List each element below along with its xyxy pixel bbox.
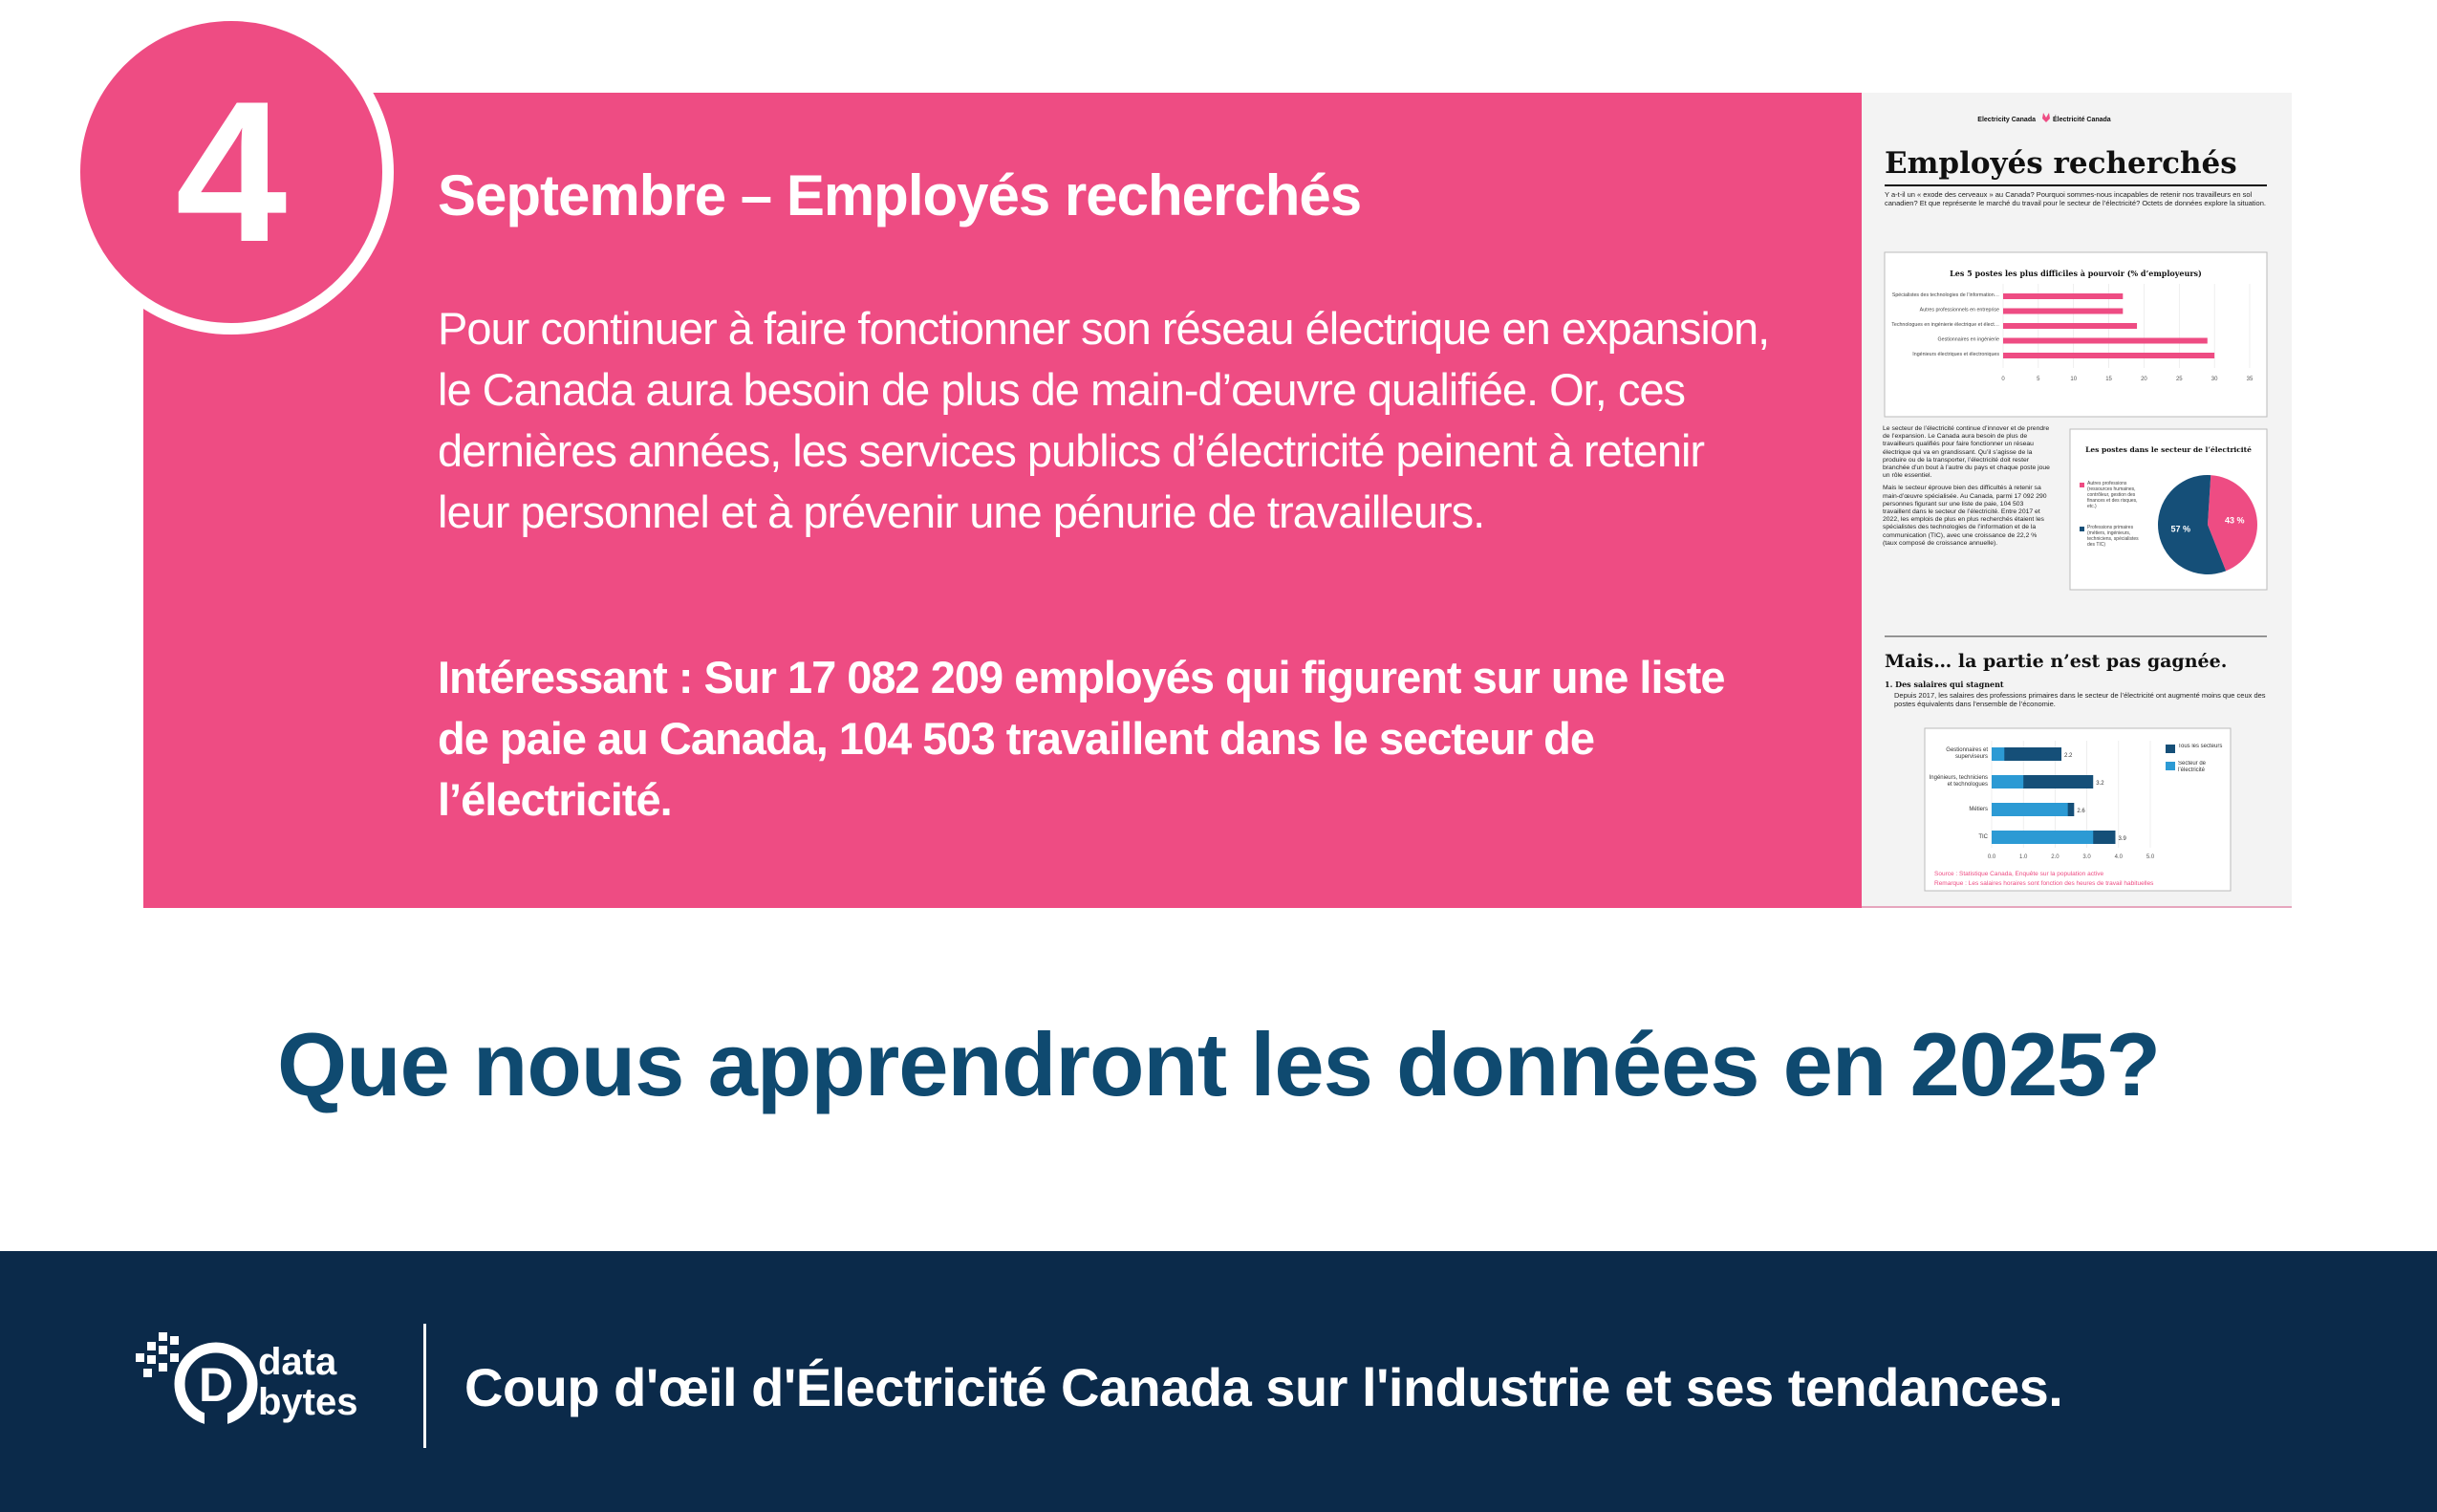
chart3-bar-electricity <box>1992 803 2068 816</box>
chart1-category-label: Spécialistes des technologies de l’information… <box>1891 292 1999 298</box>
section2-title: Mais… la partie n’est pas gagnée. <box>1885 651 2228 672</box>
chart3-tick-label: 3.0 <box>2082 854 2091 860</box>
chart1-tick-label: 25 <box>2175 377 2183 382</box>
chart3-bar-electricity <box>1992 831 2093 844</box>
chart2-title: Les postes dans le secteur de l’électricité <box>2085 445 2252 454</box>
pixel-dots-icon <box>136 1332 179 1377</box>
chart1-bar <box>2003 293 2123 299</box>
footer-bar <box>0 1251 2437 1512</box>
step-number-badge <box>69 10 394 335</box>
chart3-tick-label: 5.0 <box>2146 854 2155 860</box>
chart1-title: Les 5 postes les plus difficiles à pourvoir (% d’employeurs) <box>1950 269 2202 278</box>
chart3-value-label: 2.6 <box>2077 809 2085 814</box>
card-body: Pour continuer à faire fonctionner son réseau électrique en expansion, le Canada aura besoin de plus de main-d’œuvre qualifiée. Or, ces dernières années, les services publics d’électricité peinent à retenir leur personnel et à prévenir une pénurie de travailleurs. <box>438 303 1770 537</box>
chart2-legend-label: Autres professions (ressources humaines, contrôleur, gestion des finances et des risques, etc.) <box>2087 481 2138 509</box>
chart3-source: Source : Statistique Canada, Enquête sur la population active <box>1934 871 2104 877</box>
chart2-legend-swatch <box>2080 483 2084 487</box>
chart1-tick-label: 30 <box>2211 377 2218 382</box>
chart2-slice-label: 43 % <box>2224 515 2245 526</box>
chart3-legend-label: Secteur de l’électricité <box>2178 761 2207 773</box>
chart1-tick-label: 5 <box>2037 377 2040 382</box>
electricity-canada-logo <box>1977 113 2111 123</box>
chart1-tick-label: 15 <box>2105 377 2112 382</box>
chart1-tick-label: 0 <box>2001 377 2005 382</box>
chart1-bar <box>2003 309 2123 314</box>
step-number: 4 <box>175 59 288 284</box>
chart1-category-label: Autres professionnels en entreprise <box>1919 307 1999 313</box>
title-rule <box>1885 184 2267 186</box>
chart3-bar-electricity <box>1992 747 2004 761</box>
chart3-legend-label: Tous les secteurs <box>2178 744 2223 749</box>
chart1-tick-label: 10 <box>2070 377 2078 382</box>
logo-word-data: data <box>258 1341 337 1383</box>
maple-leaf-icon <box>2042 113 2050 122</box>
card-highlight: Intéressant : Sur 17 082 209 employés qui figurent sur une liste de paie au Canada, 104 503 travaillent dans le secteur de l’électricité. <box>438 652 1725 825</box>
card-title: Septembre – Employés recherchés <box>438 163 1362 227</box>
chart1-category-label: Technologues en ingénierie électrique et élect… <box>1891 322 1999 328</box>
chart1-category-label: Ingénieurs électriques et électroniques <box>1912 352 1999 357</box>
closing-question: Que nous apprendront les données en 2025? <box>277 1014 2160 1114</box>
section2-sub: 1. Des salaires qui stagnent <box>1885 680 2004 689</box>
chart2-legend-swatch <box>2080 527 2084 531</box>
chart2-slice-label: 57 % <box>2170 524 2191 534</box>
chart3-category-label: Gestionnaires et superviseurs <box>1946 747 1988 760</box>
chart2-legend-label: Professions primaires (métiers, ingénieurs, techniciens, spécialistes des TIC) <box>2087 525 2139 548</box>
chart3-note: Remarque : Les salaires horaires sont fonction des heures de travail habituelles <box>1934 880 2154 887</box>
chart1-bar <box>2003 353 2214 358</box>
section2-text: Depuis 2017, les salaires des professions primaires dans le secteur de l’électricité ont augmenté moins que ceux des postes équivalents dans l’ensemble de l’économie. <box>1894 691 2266 708</box>
logo-word-bytes: bytes <box>258 1381 358 1423</box>
chart3-tick-label: 4.0 <box>2114 854 2123 860</box>
chart3-category-label: Ingénieurs, techniciens et technologues <box>1929 775 1988 788</box>
chart3-category-label: TIC <box>1978 833 1988 840</box>
chart3-value-label: 3.9 <box>2118 836 2126 842</box>
chart3-category-label: Métiers <box>1969 806 1988 812</box>
thumb-title: Employés recherchés <box>1885 146 2237 181</box>
chart3-legend-swatch <box>2166 745 2175 753</box>
report-thumbnail <box>1862 93 2292 908</box>
chart3-tick-label: 0.0 <box>1987 854 1996 860</box>
chart1-tick-label: 20 <box>2141 377 2147 382</box>
logo-letter: D <box>198 1358 234 1412</box>
chart1-bar <box>2003 338 2208 344</box>
section-rule <box>1885 636 2267 637</box>
d-badge-icon <box>180 1348 252 1428</box>
chart3-bar-electricity <box>1992 775 2023 788</box>
databytes-logo <box>136 1325 403 1430</box>
chart3-tick-label: 1.0 <box>2019 854 2028 860</box>
footer-tagline: Coup d'œil d'Électricité Canada sur l'industrie et ses tendances. <box>464 1357 2063 1417</box>
chart1-bar <box>2003 323 2137 329</box>
chart1-category-label: Gestionnaires en ingénierie <box>1937 336 1999 343</box>
chart3-legend-swatch <box>2166 762 2175 770</box>
footer-divider <box>423 1324 426 1448</box>
chart3-value-label: 3.2 <box>2096 781 2104 787</box>
thumb-intro: Y a-t-il un « exode des cerveaux » au Canada? Pourquoi sommes-nous incapables de retenir nos travailleurs en sol canadien? Et que représente le marché du travail pour le secteur de l’électricité? Octets de données explore la situation. <box>1885 190 2266 207</box>
logo-en: Electricity Canada <box>1977 117 2036 123</box>
chart3-tick-label: 2.0 <box>2051 854 2060 860</box>
chart1-tick-label: 35 <box>2246 377 2254 382</box>
side-text-2: Mais le secteur éprouve bien des difficultés à retenir sa main-d’œuvre spécialisée. Au Canada, parmi 17 092 290 personnes figurant sur une liste de paie, 104 503 travaillent dans le secteur de l’électricité. Entre 2017 et 2022, les emplois de plus en plus recherchés étaient les spécialistes des technologies de l’information et de la communication (TIC), avec une croissance de 22,2 % (taux composé de croissance annuelle). <box>1883 485 2047 547</box>
side-text-1: Le secteur de l’électricité continue d’innover et de prendre de l’expansion. Le Canada aura besoin de plus de travailleurs qualifiés pour faire fonctionner un réseau électrique qui va en grandissant. Qu’il s’agisse de la produire ou de la transporter, l’électricité doit rester branchée d’un bout à l’autre du pays et chaque poste joue un rôle essentiel. <box>1883 425 2050 480</box>
chart3-value-label: 2.2 <box>2064 753 2073 759</box>
logo-fr: Électricité Canada <box>2053 117 2111 123</box>
